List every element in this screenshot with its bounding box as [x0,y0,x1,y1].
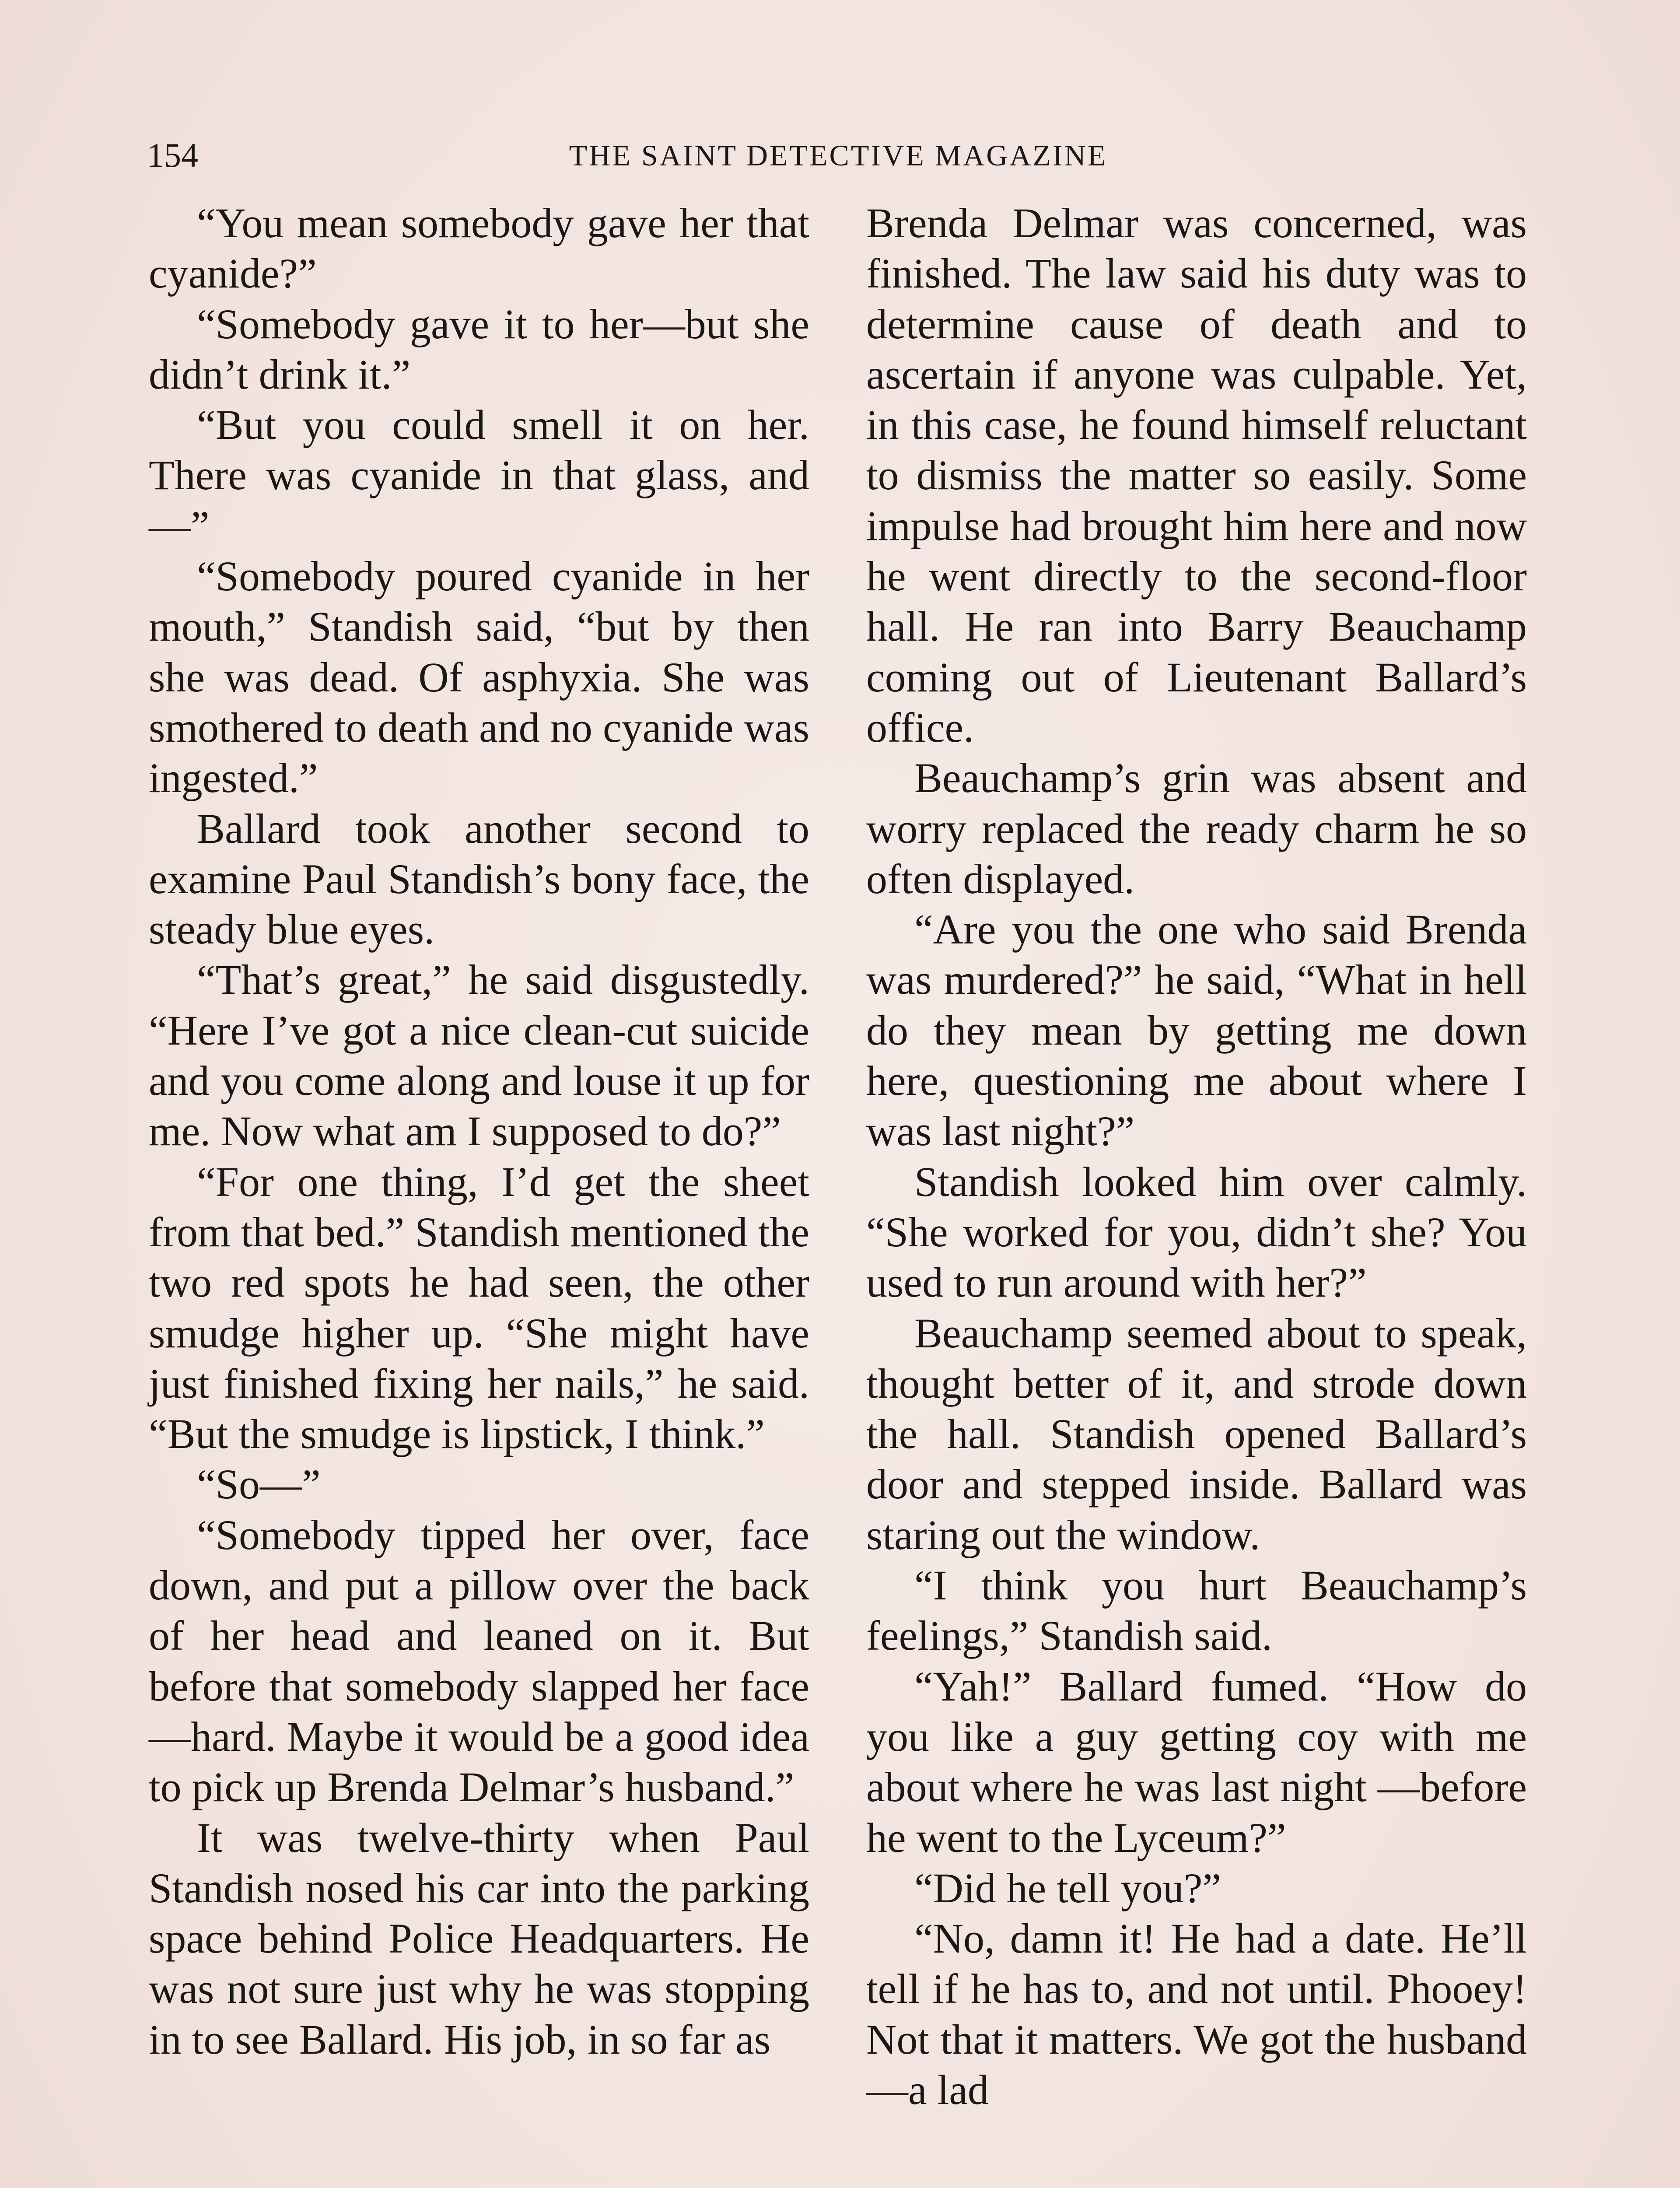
paragraph: “So—” [197,1461,321,1508]
paragraph: “For one thing, I’d get the sheet from that bed.” Standish mentioned the two red spots he had seen, the other smudge higher up. “She might have just finished fixing her nails,” he said. “But the smudge is lipstick, I think.” [149,1158,809,1458]
paragraph: “I think you hurt Beauchamp’s feelings,” Standish said. [866,1562,1527,1659]
paragraph-continued: Brenda Delmar was concerned, was finished. The law said his duty was to determine cause of death and to ascertain if anyone was culpable. Yet, in this case, he found himself reluctant to dismiss the matter so easily. Some impulse had brought him here and now he went directly to the second-floor hall. He ran into Barry Beauchamp coming out of Lieutenant Ballard’s office. [866,200,1527,751]
paragraph: “Somebody gave it to her—but she didn’t drink it.” [149,300,809,398]
paragraph: It was twelve-thirty when Paul Standish nosed his car into the parking space behind Police Headquarters. He was not sure just why he was stopping in to see Ballard. His job, in so far as [149,1814,809,2063]
page-header [147,131,1530,179]
paragraph: “Somebody tipped her over, face down, and put a pillow over the back of her head and leaned on it. But before that somebody slapped her face—hard. Maybe it would be a good idea to pick up Brenda Delmar’s husband.” [149,1511,809,1811]
paragraph: Beauchamp’s grin was absent and worry replaced the ready charm he so often displayed. [866,754,1527,902]
paragraph: “Did he tell you?” [914,1864,1222,1911]
paragraph: “That’s great,” he said disgustedly. “Here I’ve got a nice clean-cut suicide and you come along and louse it up for me. Now what am I supposed to do?” [149,956,809,1155]
left-column [149,198,809,2065]
paragraph: Ballard took another second to examine Paul Standish’s bony face, the steady blue eyes. [149,805,809,953]
paragraph: “Somebody poured cyanide in her mouth,” Standish said, “but by then she was dead. Of asphyxia. She was smothered to death and no cyanide was ingested.” [149,553,809,802]
paragraph: Beauchamp seemed about to speak, thought better of it, and strode down the hall. Standish opened Ballard’s door and stepped inside. Ballard was staring out the window. [866,1309,1527,1558]
paragraph: “But you could smell it on her. There was cyanide in that glass, and—” [149,401,809,549]
right-column [866,198,1527,2115]
paragraph: “No, damn it! He had a date. He’ll tell if he has to, and not until. Phooey! Not that it matters. We got the husband—a lad [866,1915,1527,2113]
paragraph: Standish looked him over calmly. “She worked for you, didn’t she? You used to run around with her?” [866,1158,1527,1306]
running-head: THE SAINT DETECTIVE MAGAZINE [569,139,1108,172]
paragraph: “Are you the one who said Brenda was murdered?” he said, “What in hell do they mean by getting me down here, questioning me about where I was last night?” [866,906,1527,1155]
paragraph: “You mean somebody gave her that cyanide?” [149,200,809,297]
page-number: 154 [147,136,198,174]
paragraph: “Yah!” Ballard fumed. “How do you like a guy getting coy with me about where he was last night —before he went to the Lyceum?” [866,1662,1527,1861]
